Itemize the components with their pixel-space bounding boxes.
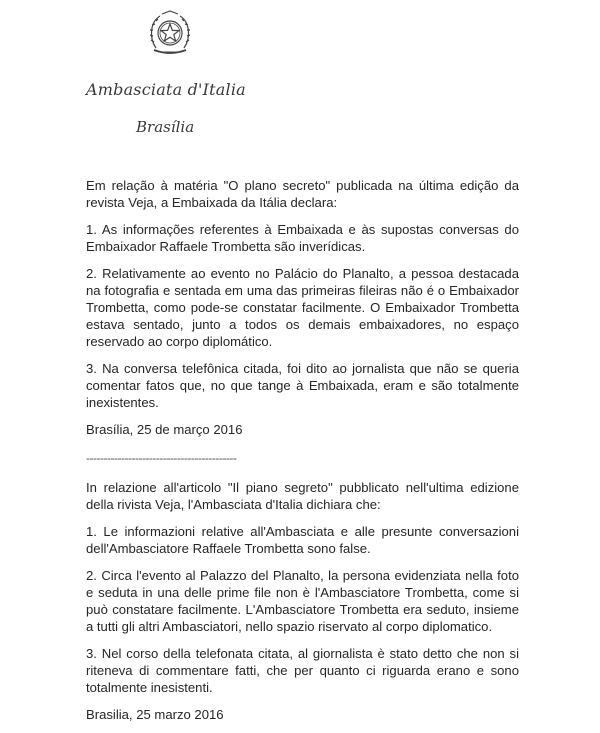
pt-item-2: 2. Relativamente ao evento no Palácio do Planalto, a pessoa destacada na fotografia e sentada em uma das primeiras fileiras não é o Embaixador Trombetta, como pode-se constatar facilmente. O Embaixador Trombetta estava sentado, junto a todos os demais embaixadores, no espaço reservado ao corpo diplomático. <box>86 266 519 349</box>
it-item-2: 2. Circa l'evento al Palazzo del Planalto, la persona evidenziata nella foto e seduta in una delle prime file non è l'Ambasciatore Trombetta, come si può constatare facilmente. L'Ambasciatore Trombetta era seduto, insieme a tutti gli altri Ambasciatori, nello spazio riservato al corpo diplomatico. <box>86 568 519 634</box>
it-intro: In relazione all'articolo "Il piano segreto" pubblicato nell'ultima edizione della rivista Veja, l'Ambasciata d'Italia dichiara che: <box>86 480 519 512</box>
letterhead-embassy-name: Ambasciata d'Italia <box>86 80 246 99</box>
language-separator: ------------------------------------------- <box>86 451 237 465</box>
it-date: Brasilia, 25 marzo 2016 <box>86 707 224 722</box>
letterhead-city: Brasília <box>136 118 195 136</box>
it-item-1: 1. Le informazioni relative all'Ambasciata e alle presunte conversazioni dell'Ambasciatore Raffaele Trombetta sono false. <box>86 524 519 556</box>
italian-republic-emblem-icon <box>146 8 194 58</box>
pt-date: Brasília, 25 de março 2016 <box>86 422 243 437</box>
pt-item-1: 1. As informações referentes à Embaixada e às supostas conversas do Embaixador Raffaele Trombetta são inverídicas. <box>86 222 519 254</box>
pt-item-3: 3. Na conversa telefônica citada, foi dito ao jornalista que não se queria comentar fatos que, no que tange à Embaixada, eram e são totalmente inexistentes. <box>86 361 519 410</box>
pt-intro: Em relação à matéria "O plano secreto" publicada na última edição da revista Veja, a Embaixada da Itália declara: <box>86 178 519 210</box>
statement-body <box>86 177 519 733</box>
it-item-3: 3. Nel corso della telefonata citata, al giornalista è stato detto che non si riteneva di commentare fatti, che per quanto ci riguarda erano e sono totalmente inesistenti. <box>86 646 519 695</box>
